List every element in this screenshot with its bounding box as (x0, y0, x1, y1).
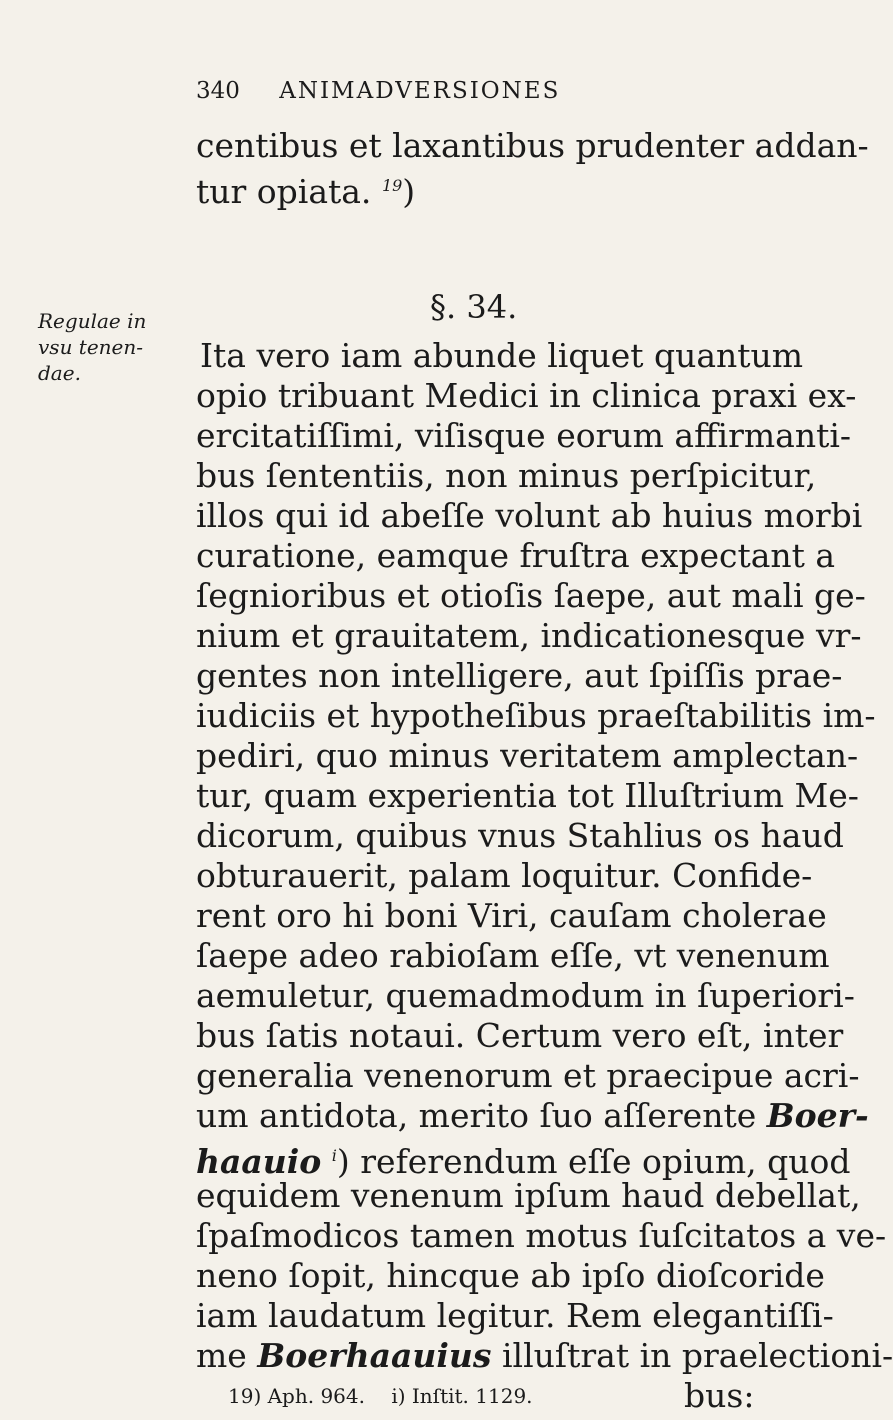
text-line: generalia venenorum et praecipue acri- (196, 1056, 860, 1095)
catchword: bus: (684, 1376, 755, 1415)
text-line: ſaepe adeo rabioſam eſſe, vt venenum (196, 936, 830, 975)
text-line: pediri, quo minus veritatem amplectan- (196, 736, 859, 775)
footnotes (228, 1384, 533, 1408)
footnote: 19) Aph. 964. (228, 1384, 365, 1408)
text-line: centibus et laxantibus prudenter addan- (196, 126, 869, 165)
text-line: opio tribuant Medici in clinica praxi ex- (196, 376, 857, 415)
section-number: §. 34. (430, 288, 518, 326)
page-number: 340 (196, 78, 240, 104)
text-line: dicorum, quibus vnus Stahlius os haud (196, 816, 844, 855)
text-line: neno ſopit, hincque ab ipſo dioſcoride (196, 1256, 825, 1295)
text-line: curatione, eamque fruſtra expectant a (196, 536, 836, 575)
text-line: ſegnioribus et otioſis ſaepe, aut mali ge- (196, 576, 866, 615)
text-line: Ita vero iam abunde liquet quantum (200, 336, 804, 375)
footnote: i) Inſtit. 1129. (391, 1384, 533, 1408)
footnote-ref: i (331, 1146, 337, 1165)
text-line: ercitatiſſimi, viſisque eorum affirmanti- (196, 416, 852, 455)
text-line: haauio $^i$) referendum eſſe opium, quod (196, 1142, 851, 1181)
text-line: aemuletur, quemadmodum in ſuperiori- (196, 976, 855, 1015)
name-boerhaave: haauio (196, 1142, 322, 1181)
text-line: bus ſententiis, non minus perſpicitur, (196, 456, 817, 495)
text-line: ſpaſmodicos tamen motus ſuſcitatos a ve- (196, 1216, 887, 1255)
running-header (196, 78, 560, 104)
text-line: tur opiata. $^{19}$) (196, 172, 416, 211)
text-line: rent oro hi boni Viri, cauſam cholerae (196, 896, 827, 935)
text-line: illos qui id abeſſe volunt ab huius morbi (196, 496, 863, 535)
text-line: obturauerit, palam loquitur. Confide- (196, 856, 813, 895)
margin-note: Regulae in vsu tenen- dae. (38, 309, 147, 385)
text-line: iudiciis et hypotheſibus praeſtabilitis im- (196, 696, 876, 735)
text-line: um antidota, merito ſuo aſſerente Boer- (196, 1096, 869, 1135)
name-boerhaave: Boer- (766, 1096, 869, 1135)
running-title: ANIMADVERSIONES (279, 78, 561, 104)
footnote-ref: 19 (381, 176, 403, 195)
text-line: gentes non intelligere, aut ſpiſſis prae- (196, 656, 843, 695)
text-line: bus ſatis notaui. Certum vero eſt, inter (196, 1016, 844, 1055)
text-line: equidem venenum ipſum haud debellat, (196, 1176, 861, 1215)
text-line: nium et grauitatem, indicationesque vr- (196, 616, 862, 655)
text-line: tur, quam experientia tot Illuſtrium Me- (196, 776, 859, 815)
text-line: me Boerhaauius illuſtrat in praelectioni- (196, 1336, 893, 1375)
name-boerhaave: Boerhaauius (257, 1336, 492, 1375)
text-line: iam laudatum legitur. Rem elegantiſſi- (196, 1296, 834, 1335)
